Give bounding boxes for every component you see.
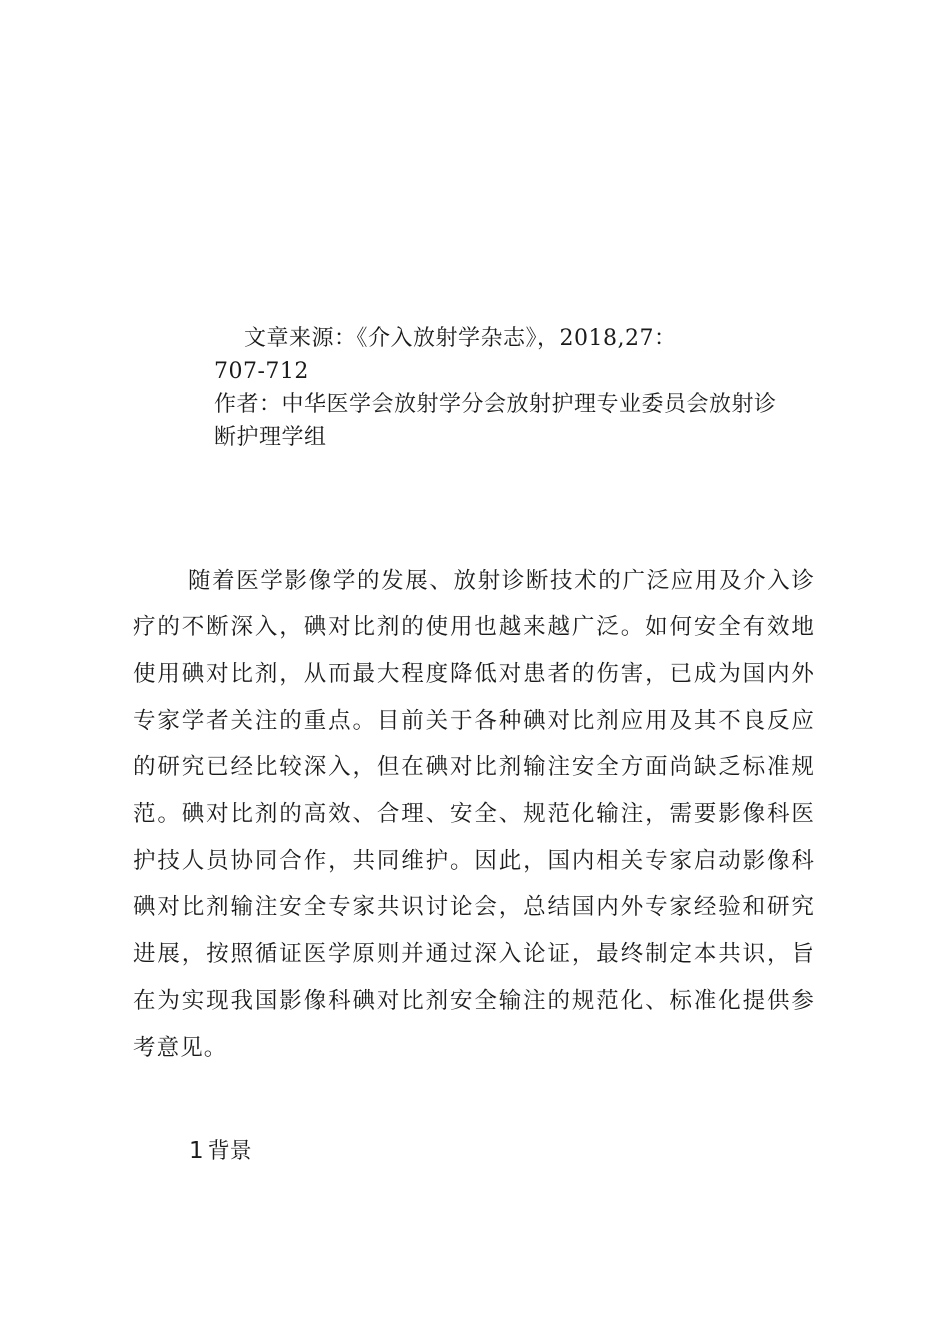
section-number: 1 [189, 1138, 204, 1164]
article-pages: 707-712 [214, 359, 309, 384]
article-meta [214, 322, 814, 454]
section-heading [189, 1134, 252, 1169]
intro-paragraph: 随着医学影像学的发展、放射诊断技术的广泛应用及介入诊疗的不断深入，碘对比剂的使用也越来越广泛。如何安全有效地使用碘对比剂，从而最大程度降低对患者的伤害，已成为国内外专家学者关注的重点。目前关于各种碘对比剂应用及其不良反应的研究已经比较深入，但在碘对比剂输注安全方面尚缺乏标准规范。碘对比剂的高效、合理、安全、规范化输注，需要影像科医护技人员协同合作，共同维护。因此，国内相关专家启动影像科碘对比剂输注安全专家共识讨论会，总结国内外专家经验和研究进展，按照循证医学原则并通过深入论证，最终制定本共识，旨在为实现我国影像科碘对比剂安全输注的规范化、标准化提供参考意见。 [133, 567, 815, 1061]
article-source: 文章来源：《介入放射学杂志》，2018,27： [244, 326, 677, 351]
section-title: 背景 [207, 1139, 252, 1164]
article-author-continued: 断护理学组 [214, 425, 327, 450]
article-author: 作者：中华医学会放射学分会放射护理专业委员会放射诊 [214, 392, 777, 417]
